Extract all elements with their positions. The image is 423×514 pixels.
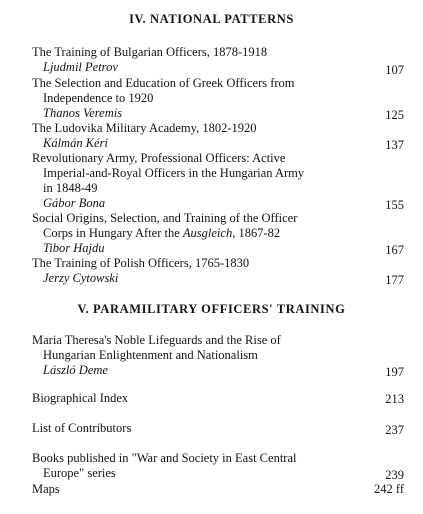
toc-entry-title-continued: Europe" series [43, 466, 116, 480]
toc-entry-title: List of Contributors [32, 421, 132, 435]
toc-entry-title: Maria Theresa's Noble Lifeguards and the Rise of [32, 333, 281, 347]
toc-entry-author: Thanos Veremis [43, 106, 123, 120]
section-iv-heading: IV. NATIONAL PATTERNS [129, 12, 294, 26]
toc-entry-title-continued: in 1848-49 [43, 181, 98, 195]
toc-entry-author: László Deme [43, 363, 108, 377]
toc-entry-title-text: , 1867-82 [232, 226, 281, 240]
toc-entry-title: The Selection and Education of Greek Officers from [32, 76, 295, 90]
toc-entry-page: 137 [385, 138, 404, 152]
toc-entry-page: 125 [385, 108, 404, 122]
toc-entry-title: The Training of Bulgarian Officers, 1878-1918 [32, 45, 268, 59]
toc-entry-title: Maps [32, 482, 60, 496]
toc-entry-page: 239 [385, 468, 404, 482]
toc-entry-author: Kálmán Kéri [43, 136, 108, 150]
toc-entry-title-continued: Imperial-and-Royal Officers in the Hungarian Army [43, 166, 305, 180]
toc-entry-title-italic: Ausgleich [182, 226, 233, 240]
toc-entry-page: 242 ff [374, 482, 404, 496]
toc-entry-page: 155 [385, 198, 404, 212]
toc-entry-page: 107 [385, 63, 404, 77]
toc-entry-title: Biographical Index [32, 391, 129, 405]
section-v-heading: V. PARAMILITARY OFFICERS' TRAINING [77, 302, 346, 316]
toc-entry-title: Social Origins, Selection, and Training of the Officer [32, 211, 298, 225]
toc-entry-page: 167 [385, 243, 404, 257]
toc-entry-author: Ljudmil Petrov [43, 60, 118, 74]
toc-entry-page: 213 [385, 392, 404, 406]
toc-entry-title: Books published in "War and Society in East Central [32, 451, 297, 465]
toc-entry-page: 177 [385, 273, 404, 287]
toc-entry-author: Tibor Hajdu [43, 241, 105, 255]
toc-entry-title: The Training of Polish Officers, 1765-1830 [32, 256, 250, 270]
toc-entry-title-text: Corps in Hungary After the [43, 226, 183, 240]
toc-entry-page: 197 [385, 365, 404, 379]
toc-entry-title-continued [43, 226, 280, 240]
toc-entry-title-continued: Hungarian Enlightenment and Nationalism [43, 348, 258, 362]
toc-entry-author: Gábor Bona [43, 196, 106, 210]
toc-entry-title: The Ludovika Military Academy, 1802-1920 [32, 121, 257, 135]
toc-entry-page: 237 [385, 423, 404, 437]
toc-entry-title-continued: Independence to 1920 [43, 91, 154, 105]
toc-entry-author: Jerzy Cytowski [43, 271, 119, 285]
toc-entry-title: Revolutionary Army, Professional Officers: Active [32, 151, 286, 165]
